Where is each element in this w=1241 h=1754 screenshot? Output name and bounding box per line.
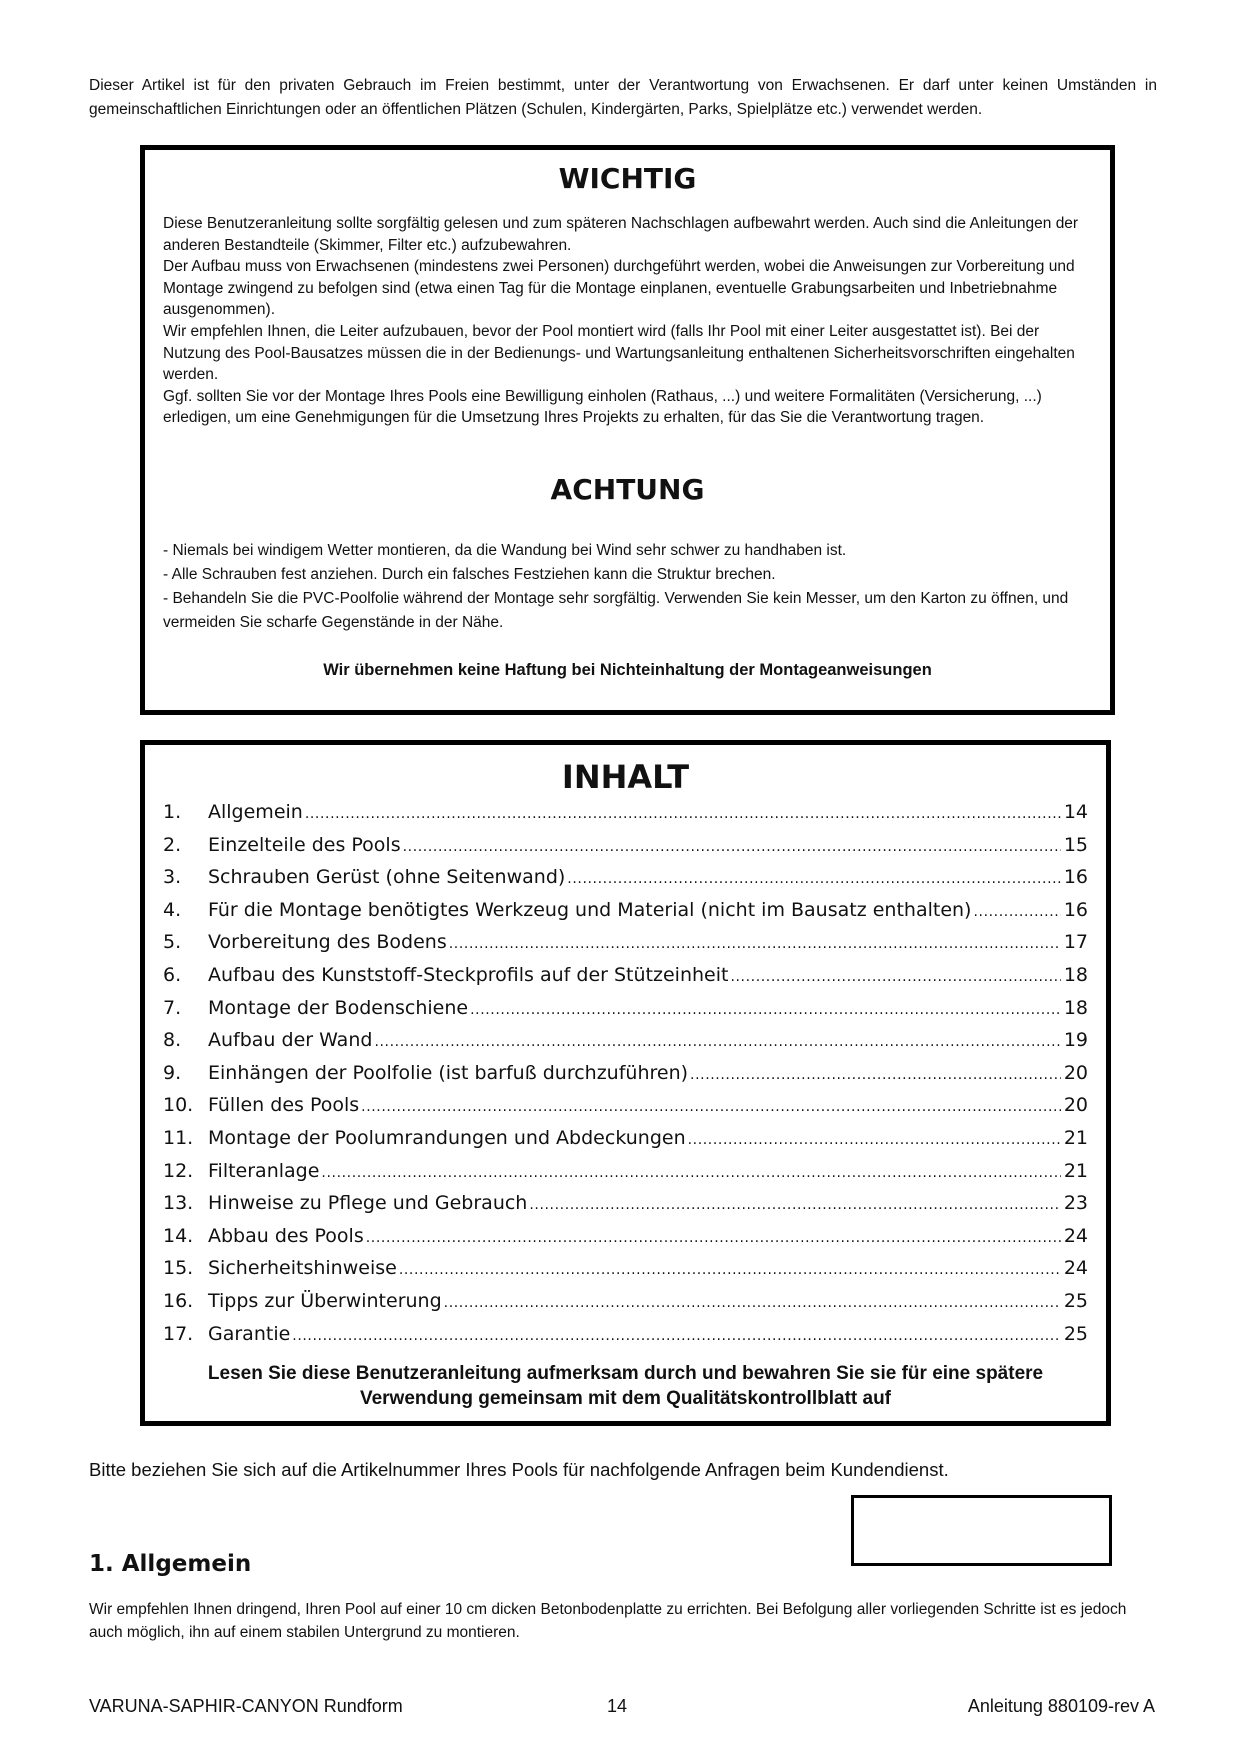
toc-entry <box>163 899 1088 932</box>
toc-dot-leader <box>973 904 1061 920</box>
toc-entry-number: 9. <box>163 1061 182 1084</box>
toc-dot-leader <box>529 1197 1061 1213</box>
toc-entry-page: 24 <box>1063 1224 1088 1247</box>
toc-entry-page: 23 <box>1063 1192 1088 1215</box>
toc-entry-title: Aufbau des Kunststoff-Steckprofils auf der Stützeinheit <box>208 963 729 986</box>
toc-entry-number: 16. <box>163 1289 194 1312</box>
achtung-item: - Behandeln Sie die PVC-Poolfolie während der Montage sehr sorgfältig. Verwenden Sie kein Messer, um den Karton zu öffnen, und vermeiden Sie scharfe Gegenstände in der Nähe. <box>163 590 1069 631</box>
inhalt-note <box>145 1361 1106 1411</box>
toc-entry-page: 21 <box>1063 1159 1088 1182</box>
toc-dot-leader <box>292 1328 1061 1344</box>
toc-entry-title: Garantie <box>208 1322 291 1345</box>
toc-dot-leader <box>321 1165 1061 1181</box>
section-text-allgemein: Wir empfehlen Ihnen dringend, Ihren Pool auf einer 10 cm dicken Betonbodenplatte zu errichten. Bei Befolgung aller vorliegenden Schritte ist es jedoch auch möglich, ihn auf einem stabilen Untergrund zu montieren. <box>89 1601 1127 1641</box>
toc-dot-leader <box>690 1067 1061 1083</box>
toc-entry-title: Allgemein <box>208 801 303 823</box>
toc-entry-title: Filteranlage <box>208 1159 320 1182</box>
toc-entry <box>163 1062 1088 1095</box>
intro-paragraph: Dieser Artikel ist für den privaten Gebrauch im Freien bestimmt, unter der Verantwortung von Erwachsenen. Er darf unter keinen Umständen in gemeinschaftlichen Einrichtungen oder an öffentlichen Plätzen (Schulen, Kindergärten, Parks, Spielplätze etc.) verwendet werden. <box>89 77 1157 118</box>
toc-entry-number: 7. <box>163 996 182 1019</box>
wichtig-heading: WICHTIG <box>558 162 697 195</box>
toc-entry-page: 14 <box>1063 801 1088 823</box>
section-heading-allgemein: 1. Allgemein <box>89 1551 252 1577</box>
toc-entry-title: Für die Montage benötigtes Werkzeug und Material (nicht im Bausatz enthalten) <box>208 898 972 921</box>
toc-entry-title: Füllen des Pools <box>208 1094 360 1117</box>
inhalt-note-line-2: Verwendung gemeinsam mit dem Qualitätskontrollblatt auf <box>359 1388 892 1409</box>
toc-entry-number: 11. <box>163 1126 194 1149</box>
toc-dot-leader <box>567 871 1061 887</box>
toc-entry <box>163 1029 1088 1062</box>
toc-entry-number: 6. <box>163 963 182 986</box>
table-of-contents <box>163 801 1088 1355</box>
toc-entry <box>163 1127 1088 1160</box>
toc-entry-page: 24 <box>1063 1257 1088 1280</box>
inhalt-note-line-1: Lesen Sie diese Benutzeranleitung aufmerksam durch und bewahren Sie sie für eine spätere <box>207 1363 1044 1384</box>
toc-entry-page: 15 <box>1063 833 1088 856</box>
toc-entry-page: 19 <box>1063 1029 1088 1052</box>
toc-entry-page: 20 <box>1063 1094 1088 1117</box>
toc-entry <box>163 1094 1088 1127</box>
wichtig-text <box>163 213 1088 429</box>
wichtig-line: Wir empfehlen Ihnen, die Leiter aufzubauen, bevor der Pool montiert wird (falls Ihr Pool mit einer Leiter ausgestattet ist). Bei der Nutzung des Pool-Bausatzes müssen die in der Bedienungs- und Wartungsanleitung enthaltenen Sicherheitsvorschriften eingehalten werden. <box>163 322 1075 384</box>
toc-entry-title: Tipps zur Überwinterung <box>208 1289 442 1312</box>
toc-entry-number: 3. <box>163 866 182 889</box>
achtung-list <box>163 539 1088 635</box>
toc-entry-number: 4. <box>163 898 182 921</box>
toc-dot-leader <box>403 839 1061 855</box>
toc-dot-leader <box>305 806 1061 822</box>
footer-product: VARUNA-SAPHIR-CANYON Rundform <box>89 1696 403 1716</box>
toc-entry-number: 1. <box>163 801 182 823</box>
toc-entry-number: 14. <box>163 1224 194 1247</box>
toc-entry <box>163 1323 1088 1356</box>
toc-dot-leader <box>399 1262 1061 1278</box>
toc-entry-page: 25 <box>1063 1289 1088 1312</box>
toc-entry-title: Einhängen der Poolfolie (ist barfuß durchzuführen) <box>208 1061 689 1084</box>
page-footer <box>89 1696 1155 1720</box>
toc-entry-page: 18 <box>1063 963 1088 986</box>
toc-entry <box>163 801 1088 834</box>
article-number-box <box>851 1495 1112 1566</box>
wichtig-line: Ggf. sollten Sie vor der Montage Ihres Pools eine Bewilligung einholen (Rathaus, ...) und weitere Formalitäten (Versicherung, ...) erledigen, um eine Genehmigungen für die Umsetzung Ihres Projekts zu erhalten, für das Sie die Verantwortung tragen. <box>163 387 1042 427</box>
toc-entry-page: 25 <box>1063 1322 1088 1345</box>
toc-dot-leader <box>374 1034 1061 1050</box>
toc-dot-leader <box>361 1099 1061 1115</box>
achtung-item: - Alle Schrauben fest anziehen. Durch ein falsches Festziehen kann die Struktur brechen. <box>163 566 776 583</box>
wichtig-line: Der Aufbau muss von Erwachsenen (mindestens zwei Personen) durchgeführt werden, wobei die Anweisungen zur Vorbereitung und Montage zwingend zu befolgen sind (etwa einen Tag für die Montage einplanen, eventuelle Grabungsarbeiten und Inbetriebnahme ausgenommen). <box>163 258 1075 319</box>
toc-entry-title: Aufbau der Wand <box>208 1029 373 1052</box>
toc-entry <box>163 964 1088 997</box>
toc-entry-page: 16 <box>1063 866 1088 889</box>
toc-dot-leader <box>444 1295 1061 1311</box>
article-number-notice: Bitte beziehen Sie sich auf die Artikelnummer Ihres Pools für nachfolgende Anfragen beim Kundendienst. <box>89 1459 949 1480</box>
toc-entry-title: Schrauben Gerüst (ohne Seitenwand) <box>208 866 566 889</box>
toc-entry-number: 5. <box>163 931 182 954</box>
toc-entry-title: Montage der Poolumrandungen und Abdeckungen <box>208 1126 686 1149</box>
inhalt-heading: INHALT <box>561 758 690 796</box>
toc-entry <box>163 997 1088 1030</box>
wichtig-line: Diese Benutzeranleitung sollte sorgfältig gelesen und zum späteren Nachschlagen aufbewahrt werden. Auch sind die Anleitungen der anderen Bestandteile (Skimmer, Filter etc.) aufzubewahren. <box>163 215 1079 254</box>
toc-entry-title: Vorbereitung des Bodens <box>208 931 447 954</box>
toc-entry <box>163 1290 1088 1323</box>
toc-entry-title: Abbau des Pools <box>208 1224 364 1247</box>
toc-entry-number: 2. <box>163 833 182 856</box>
toc-dot-leader <box>730 969 1061 985</box>
liability-disclaimer: Wir übernehmen keine Haftung bei Nichteinhaltung der Montageanweisungen <box>323 661 932 679</box>
toc-entry-title: Montage der Bodenschiene <box>208 996 469 1019</box>
toc-entry-number: 12. <box>163 1159 194 1182</box>
achtung-heading: ACHTUNG <box>550 473 705 506</box>
toc-entry-title: Sicherheitshinweise <box>208 1257 397 1280</box>
toc-entry <box>163 1225 1088 1258</box>
toc-entry-number: 8. <box>163 1029 182 1052</box>
wichtig-box <box>140 145 1115 715</box>
toc-entry-title: Hinweise zu Pflege und Gebrauch <box>208 1192 528 1215</box>
toc-entry <box>163 866 1088 899</box>
toc-entry-page: 20 <box>1063 1061 1088 1084</box>
footer-page-number: 14 <box>607 1696 628 1716</box>
footer-manual-ref: Anleitung 880109-rev A <box>967 1696 1155 1716</box>
toc-dot-leader <box>449 936 1061 952</box>
toc-entry-page: 16 <box>1063 898 1088 921</box>
toc-dot-leader <box>688 1132 1061 1148</box>
toc-entry <box>163 931 1088 964</box>
toc-entry <box>163 1257 1088 1290</box>
toc-entry <box>163 1192 1088 1225</box>
toc-entry-number: 17. <box>163 1322 194 1345</box>
toc-entry <box>163 834 1088 867</box>
toc-dot-leader <box>470 1002 1061 1018</box>
toc-dot-leader <box>366 1230 1061 1246</box>
toc-entry <box>163 1160 1088 1193</box>
toc-entry-page: 18 <box>1063 996 1088 1019</box>
toc-entry-number: 13. <box>163 1192 194 1215</box>
toc-entry-page: 21 <box>1063 1126 1088 1149</box>
toc-entry-title: Einzelteile des Pools <box>208 833 401 856</box>
toc-entry-page: 17 <box>1063 931 1088 954</box>
toc-entry-number: 10. <box>163 1094 194 1117</box>
toc-entry-number: 15. <box>163 1257 194 1280</box>
achtung-item: - Niemals bei windigem Wetter montieren, da die Wandung bei Wind sehr schwer zu handhaben ist. <box>163 542 847 559</box>
inhalt-box <box>140 740 1111 1426</box>
